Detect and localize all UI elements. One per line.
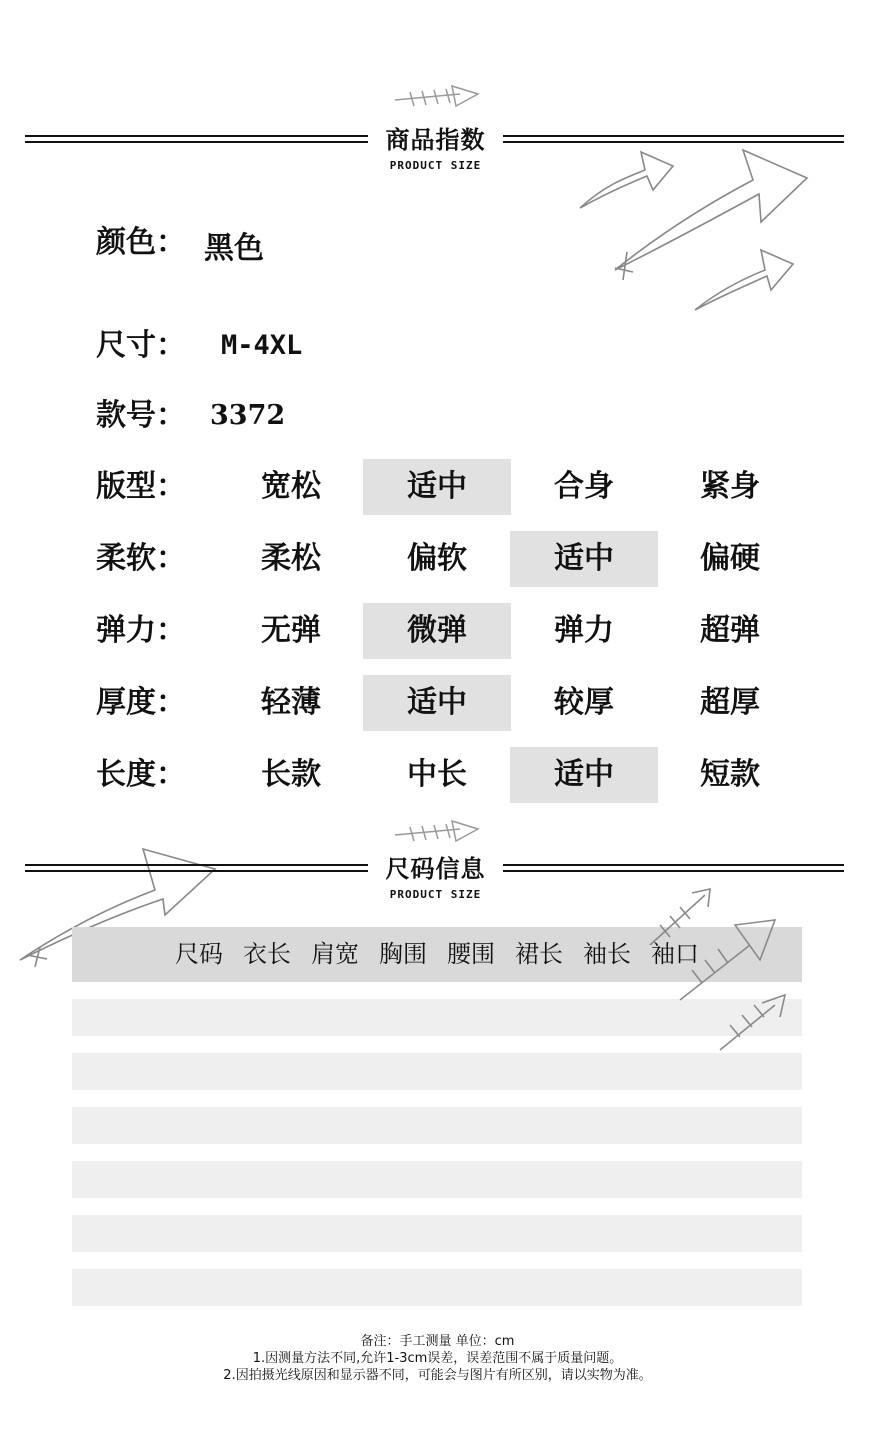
size-table-row — [72, 1215, 802, 1252]
attribute-label: 柔软： — [96, 541, 186, 576]
attribute-option-selected: 微弹 — [363, 603, 511, 659]
attribute-row — [0, 603, 875, 659]
size-table-row — [72, 1269, 802, 1306]
info-value: 黑色 — [204, 231, 264, 266]
arrow-doodle-icon — [390, 80, 490, 110]
info-label: 颜色： — [96, 225, 186, 260]
note-line: 2.因拍摄光线原因和显示器不同，可能会与图片有所区别，请以实物为准。 — [223, 1368, 652, 1383]
attribute-option: 紧身 — [700, 469, 760, 504]
note-line: 备注：手工测量 单位：cm — [360, 1334, 515, 1349]
attribute-row — [0, 675, 875, 731]
info-label: 尺寸： — [96, 328, 186, 363]
attribute-row — [0, 747, 875, 803]
attribute-label: 长度： — [96, 757, 186, 792]
double-rule — [25, 135, 368, 145]
attribute-option: 长款 — [261, 757, 321, 792]
info-value: 3372 — [210, 400, 286, 431]
size-table-header-cell: 腰围 — [447, 940, 495, 968]
arrow-doodle-icon — [390, 815, 490, 845]
section-subtitle: PRODUCT SIZE — [389, 159, 482, 172]
info-size — [96, 328, 303, 364]
attribute-option: 偏硬 — [700, 541, 760, 576]
section-title: 商品指数 — [385, 126, 486, 154]
attribute-option: 中长 — [407, 757, 467, 792]
attribute-option: 无弹 — [261, 613, 321, 648]
attribute-option: 超弹 — [700, 613, 760, 648]
attribute-option: 合身 — [554, 469, 614, 504]
attribute-option-selected: 适中 — [510, 531, 658, 587]
attribute-option-selected: 适中 — [363, 459, 511, 515]
double-rule — [503, 135, 844, 145]
note-line: 1.因测量方法不同,允许1-3cm误差，误差范围不属于质量问题。 — [252, 1351, 623, 1366]
size-table-header-cell: 肩宽 — [311, 940, 359, 968]
section-title: 尺码信息 — [385, 855, 486, 883]
size-table-header-cell: 袖长 — [583, 940, 631, 968]
attribute-label: 弹力： — [96, 613, 186, 648]
attribute-option: 轻薄 — [261, 685, 321, 720]
attribute-row — [0, 459, 875, 515]
info-value: M-4XL — [221, 330, 303, 361]
attribute-option: 宽松 — [261, 469, 321, 504]
size-table-row — [72, 1107, 802, 1144]
attribute-option: 柔松 — [261, 541, 321, 576]
attribute-option: 较厚 — [554, 685, 614, 720]
size-table-row — [72, 1161, 802, 1198]
size-table-header-cell: 尺码 — [175, 940, 223, 968]
size-table-header-cell: 裙长 — [515, 940, 563, 968]
attribute-option: 偏软 — [407, 541, 467, 576]
info-label: 款号： — [96, 398, 186, 433]
notes — [0, 1333, 875, 1384]
section-header-index — [0, 125, 875, 195]
info-color — [96, 225, 264, 266]
size-table-header-cell: 胸围 — [379, 940, 427, 968]
attribute-label: 版型： — [96, 469, 186, 504]
attribute-option: 超厚 — [700, 685, 760, 720]
attribute-option-selected: 适中 — [510, 747, 658, 803]
attribute-option-selected: 适中 — [363, 675, 511, 731]
size-table-header-cell: 衣长 — [243, 940, 291, 968]
section-subtitle: PRODUCT SIZE — [389, 888, 482, 901]
double-rule — [503, 864, 844, 874]
double-rule — [25, 864, 368, 874]
arrow-doodle-icon — [630, 885, 800, 1060]
size-table-header-cell: 袖口 — [651, 940, 699, 968]
info-style — [96, 398, 286, 434]
attribute-option: 弹力 — [554, 613, 614, 648]
attribute-option: 短款 — [700, 757, 760, 792]
attribute-row — [0, 531, 875, 587]
attribute-label: 厚度： — [96, 685, 186, 720]
